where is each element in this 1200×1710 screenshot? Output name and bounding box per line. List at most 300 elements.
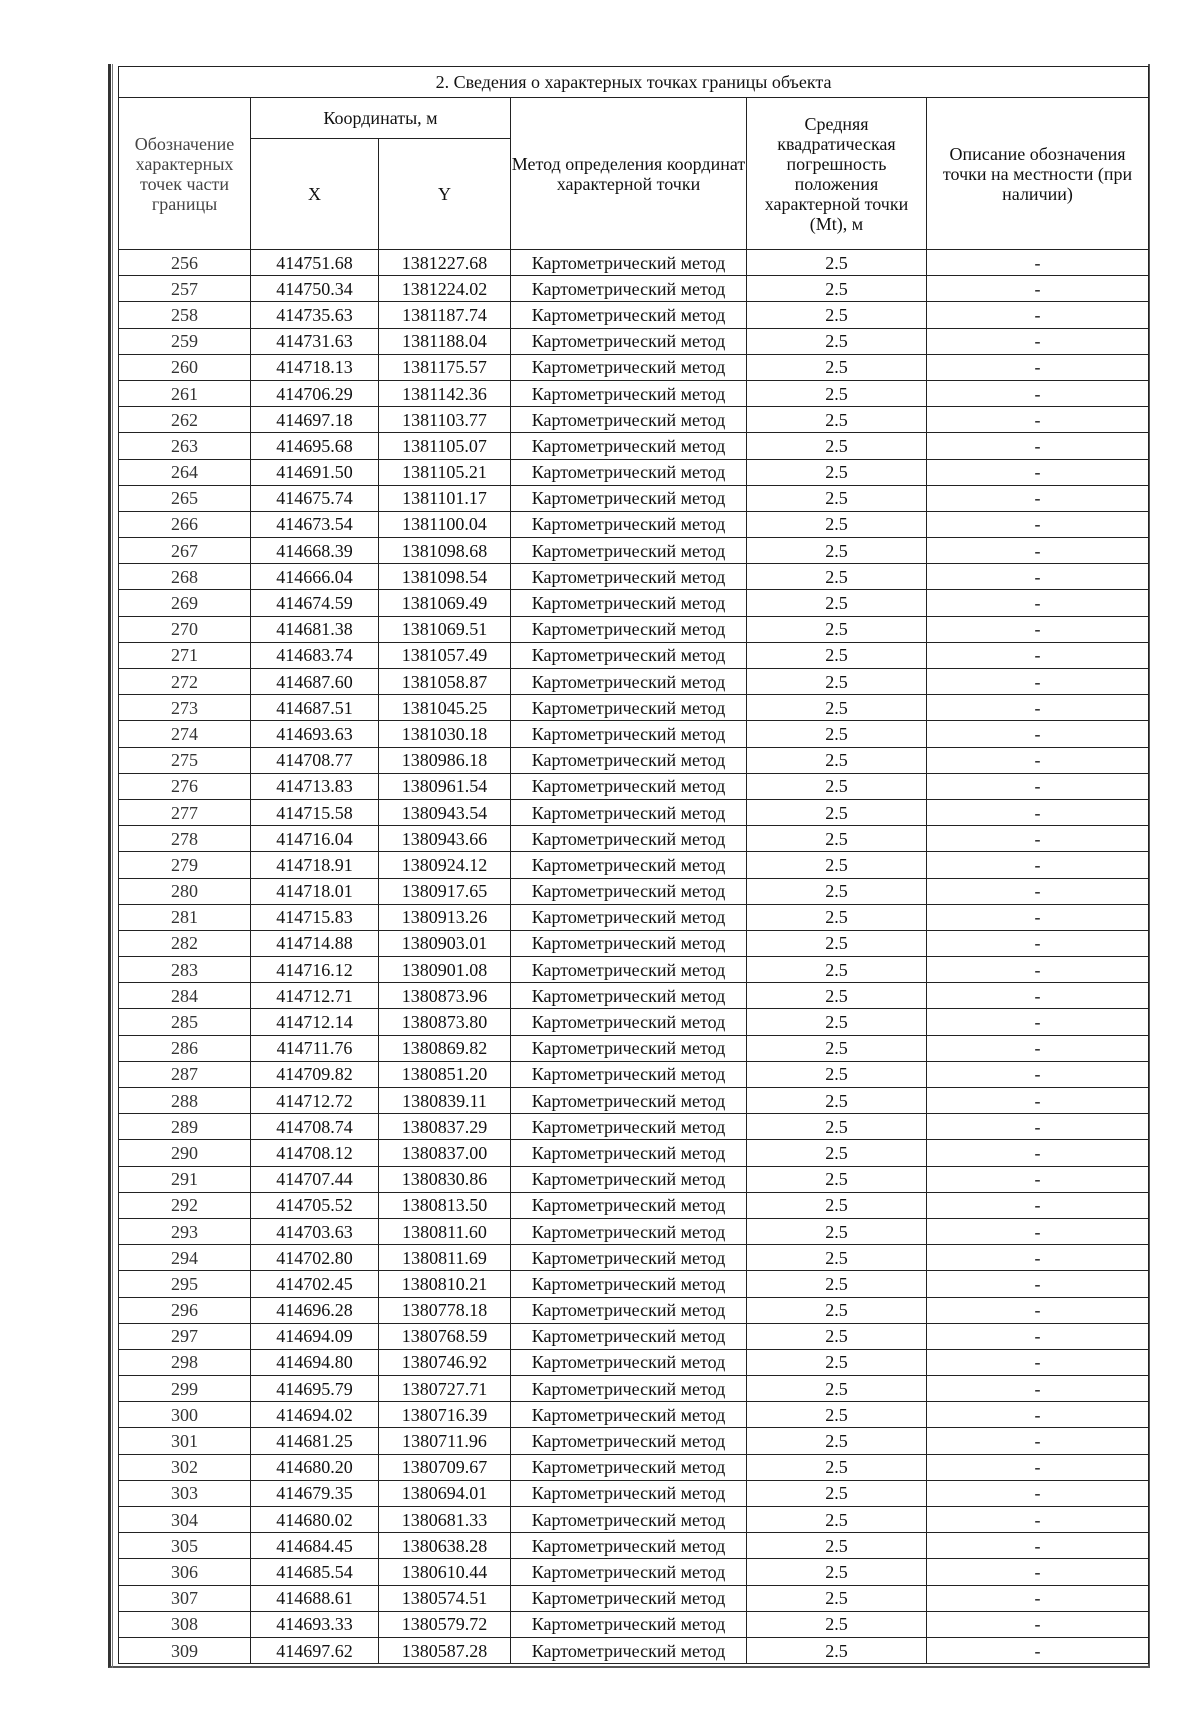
point-cell: 273 (119, 695, 251, 721)
mean-error-cell: 2.5 (747, 1349, 927, 1375)
point-cell: 271 (119, 642, 251, 668)
mean-error-cell: 2.5 (747, 1271, 927, 1297)
table-row (119, 799, 1149, 825)
description-cell: - (927, 1428, 1149, 1454)
table-row (119, 1611, 1149, 1637)
y-coordinate-cell: 1380811.60 (379, 1218, 511, 1244)
method-cell: Картометрический метод (511, 852, 747, 878)
table-row (119, 302, 1149, 328)
x-coordinate-cell: 414718.01 (251, 878, 379, 904)
header-point-designation: Обозначение характерных точек части границы (119, 98, 251, 250)
table-row (119, 826, 1149, 852)
table-row (119, 250, 1149, 276)
method-cell: Картометрический метод (511, 616, 747, 642)
table-row (119, 1480, 1149, 1506)
x-coordinate-cell: 414674.59 (251, 590, 379, 616)
table-row (119, 747, 1149, 773)
description-cell: - (927, 564, 1149, 590)
point-cell: 298 (119, 1349, 251, 1375)
x-coordinate-cell: 414679.35 (251, 1480, 379, 1506)
description-cell: - (927, 1533, 1149, 1559)
description-cell: - (927, 799, 1149, 825)
table-row (119, 1297, 1149, 1323)
description-cell: - (927, 747, 1149, 773)
method-cell: Картометрический метод (511, 1533, 747, 1559)
description-cell: - (927, 773, 1149, 799)
method-cell: Картометрический метод (511, 773, 747, 799)
y-coordinate-cell: 1380813.50 (379, 1192, 511, 1218)
point-cell: 293 (119, 1218, 251, 1244)
mean-error-cell: 2.5 (747, 669, 927, 695)
y-coordinate-cell: 1381188.04 (379, 328, 511, 354)
method-cell: Картометрический метод (511, 1428, 747, 1454)
point-cell: 284 (119, 983, 251, 1009)
mean-error-cell: 2.5 (747, 1166, 927, 1192)
description-cell: - (927, 1349, 1149, 1375)
x-coordinate-cell: 414666.04 (251, 564, 379, 590)
header-x: X (251, 139, 379, 250)
x-coordinate-cell: 414711.76 (251, 1035, 379, 1061)
method-cell: Картометрический метод (511, 250, 747, 276)
point-cell: 257 (119, 276, 251, 302)
mean-error-cell: 2.5 (747, 616, 927, 642)
description-cell: - (927, 1088, 1149, 1114)
x-coordinate-cell: 414697.18 (251, 407, 379, 433)
method-cell: Картометрический метод (511, 1454, 747, 1480)
header-y: Y (379, 139, 511, 250)
x-coordinate-cell: 414731.63 (251, 328, 379, 354)
table-row (119, 538, 1149, 564)
mean-error-cell: 2.5 (747, 538, 927, 564)
x-coordinate-cell: 414673.54 (251, 511, 379, 537)
point-cell: 267 (119, 538, 251, 564)
point-cell: 308 (119, 1611, 251, 1637)
y-coordinate-cell: 1380839.11 (379, 1088, 511, 1114)
method-cell: Картометрический метод (511, 799, 747, 825)
point-cell: 274 (119, 721, 251, 747)
y-coordinate-cell: 1380811.69 (379, 1245, 511, 1271)
y-coordinate-cell: 1381045.25 (379, 695, 511, 721)
description-cell: - (927, 511, 1149, 537)
x-coordinate-cell: 414751.68 (251, 250, 379, 276)
table-row (119, 721, 1149, 747)
method-cell: Картометрический метод (511, 642, 747, 668)
method-cell: Картометрический метод (511, 1507, 747, 1533)
method-cell: Картометрический метод (511, 407, 747, 433)
y-coordinate-cell: 1380681.33 (379, 1507, 511, 1533)
method-cell: Картометрический метод (511, 1061, 747, 1087)
mean-error-cell: 2.5 (747, 564, 927, 590)
mean-error-cell: 2.5 (747, 1323, 927, 1349)
point-cell: 288 (119, 1088, 251, 1114)
description-cell: - (927, 930, 1149, 956)
table-row (119, 1088, 1149, 1114)
table-row (119, 1271, 1149, 1297)
y-coordinate-cell: 1380924.12 (379, 852, 511, 878)
description-cell: - (927, 538, 1149, 564)
description-cell: - (927, 380, 1149, 406)
point-cell: 305 (119, 1533, 251, 1559)
point-cell: 301 (119, 1428, 251, 1454)
point-cell: 280 (119, 878, 251, 904)
x-coordinate-cell: 414705.52 (251, 1192, 379, 1218)
x-coordinate-cell: 414716.12 (251, 957, 379, 983)
y-coordinate-cell: 1380913.26 (379, 904, 511, 930)
table-row (119, 1507, 1149, 1533)
x-coordinate-cell: 414693.33 (251, 1611, 379, 1637)
header-mean-error: Средняя квадратическая погрешность положения характерной точки (Mt), м (747, 98, 927, 250)
x-coordinate-cell: 414687.60 (251, 669, 379, 695)
x-coordinate-cell: 414681.25 (251, 1428, 379, 1454)
method-cell: Картометрический метод (511, 1140, 747, 1166)
point-cell: 281 (119, 904, 251, 930)
x-coordinate-cell: 414712.14 (251, 1009, 379, 1035)
table-row (119, 1245, 1149, 1271)
mean-error-cell: 2.5 (747, 250, 927, 276)
mean-error-cell: 2.5 (747, 1585, 927, 1611)
point-cell: 300 (119, 1402, 251, 1428)
y-coordinate-cell: 1380711.96 (379, 1428, 511, 1454)
description-cell: - (927, 1559, 1149, 1585)
table-row (119, 669, 1149, 695)
y-coordinate-cell: 1380903.01 (379, 930, 511, 956)
point-cell: 269 (119, 590, 251, 616)
description-cell: - (927, 957, 1149, 983)
point-cell: 258 (119, 302, 251, 328)
method-cell: Картометрический метод (511, 433, 747, 459)
mean-error-cell: 2.5 (747, 1114, 927, 1140)
description-cell: - (927, 1376, 1149, 1402)
y-coordinate-cell: 1380986.18 (379, 747, 511, 773)
mean-error-cell: 2.5 (747, 1297, 927, 1323)
x-coordinate-cell: 414683.74 (251, 642, 379, 668)
table-row (119, 1559, 1149, 1585)
description-cell: - (927, 695, 1149, 721)
description-cell: - (927, 1585, 1149, 1611)
description-cell: - (927, 1061, 1149, 1087)
description-cell: - (927, 302, 1149, 328)
description-cell: - (927, 1323, 1149, 1349)
y-coordinate-cell: 1380873.96 (379, 983, 511, 1009)
header-method: Метод определения координат характерной точки (511, 98, 747, 250)
mean-error-cell: 2.5 (747, 1192, 927, 1218)
y-coordinate-cell: 1380574.51 (379, 1585, 511, 1611)
y-coordinate-cell: 1380694.01 (379, 1480, 511, 1506)
y-coordinate-cell: 1381187.74 (379, 302, 511, 328)
y-coordinate-cell: 1380943.66 (379, 826, 511, 852)
y-coordinate-cell: 1380579.72 (379, 1611, 511, 1637)
description-cell: - (927, 616, 1149, 642)
x-coordinate-cell: 414696.28 (251, 1297, 379, 1323)
method-cell: Картометрический метод (511, 485, 747, 511)
x-coordinate-cell: 414715.83 (251, 904, 379, 930)
y-coordinate-cell: 1381105.07 (379, 433, 511, 459)
x-coordinate-cell: 414681.38 (251, 616, 379, 642)
method-cell: Картометрический метод (511, 826, 747, 852)
y-coordinate-cell: 1380768.59 (379, 1323, 511, 1349)
point-cell: 268 (119, 564, 251, 590)
method-cell: Картометрический метод (511, 721, 747, 747)
description-cell: - (927, 1035, 1149, 1061)
method-cell: Картометрический метод (511, 1192, 747, 1218)
method-cell: Картометрический метод (511, 983, 747, 1009)
mean-error-cell: 2.5 (747, 1140, 927, 1166)
x-coordinate-cell: 414687.51 (251, 695, 379, 721)
point-cell: 304 (119, 1507, 251, 1533)
x-coordinate-cell: 414706.29 (251, 380, 379, 406)
method-cell: Картометрический метод (511, 1271, 747, 1297)
mean-error-cell: 2.5 (747, 511, 927, 537)
description-cell: - (927, 826, 1149, 852)
method-cell: Картометрический метод (511, 904, 747, 930)
point-cell: 259 (119, 328, 251, 354)
mean-error-cell: 2.5 (747, 354, 927, 380)
mean-error-cell: 2.5 (747, 983, 927, 1009)
table-title: 2. Сведения о характерных точках границы объекта (119, 67, 1149, 98)
description-cell: - (927, 407, 1149, 433)
mean-error-cell: 2.5 (747, 721, 927, 747)
table-row (119, 1585, 1149, 1611)
table-row (119, 695, 1149, 721)
y-coordinate-cell: 1381069.49 (379, 590, 511, 616)
table-row (119, 564, 1149, 590)
x-coordinate-cell: 414709.82 (251, 1061, 379, 1087)
point-cell: 283 (119, 957, 251, 983)
method-cell: Картометрический метод (511, 1035, 747, 1061)
point-cell: 279 (119, 852, 251, 878)
table-row (119, 1192, 1149, 1218)
y-coordinate-cell: 1381098.54 (379, 564, 511, 590)
method-cell: Картометрический метод (511, 590, 747, 616)
description-cell: - (927, 878, 1149, 904)
table-row (119, 983, 1149, 1009)
point-cell: 282 (119, 930, 251, 956)
mean-error-cell: 2.5 (747, 433, 927, 459)
point-cell: 309 (119, 1637, 251, 1663)
x-coordinate-cell: 414716.04 (251, 826, 379, 852)
y-coordinate-cell: 1381057.49 (379, 642, 511, 668)
y-coordinate-cell: 1381175.57 (379, 354, 511, 380)
y-coordinate-cell: 1381069.51 (379, 616, 511, 642)
description-cell: - (927, 1114, 1149, 1140)
mean-error-cell: 2.5 (747, 1637, 927, 1663)
table-row (119, 1428, 1149, 1454)
table-row (119, 1349, 1149, 1375)
description-cell: - (927, 1611, 1149, 1637)
method-cell: Картометрический метод (511, 511, 747, 537)
point-cell: 275 (119, 747, 251, 773)
mean-error-cell: 2.5 (747, 1611, 927, 1637)
method-cell: Картометрический метод (511, 1559, 747, 1585)
y-coordinate-cell: 1380837.00 (379, 1140, 511, 1166)
x-coordinate-cell: 414694.09 (251, 1323, 379, 1349)
point-cell: 294 (119, 1245, 251, 1271)
x-coordinate-cell: 414684.45 (251, 1533, 379, 1559)
mean-error-cell: 2.5 (747, 590, 927, 616)
method-cell: Картометрический метод (511, 695, 747, 721)
x-coordinate-cell: 414712.72 (251, 1088, 379, 1114)
description-cell: - (927, 459, 1149, 485)
point-cell: 261 (119, 380, 251, 406)
table-row (119, 433, 1149, 459)
description-cell: - (927, 1402, 1149, 1428)
point-cell: 285 (119, 1009, 251, 1035)
description-cell: - (927, 354, 1149, 380)
mean-error-cell: 2.5 (747, 1533, 927, 1559)
table-row (119, 1454, 1149, 1480)
x-coordinate-cell: 414714.88 (251, 930, 379, 956)
table-row (119, 407, 1149, 433)
y-coordinate-cell: 1381105.21 (379, 459, 511, 485)
x-coordinate-cell: 414685.54 (251, 1559, 379, 1585)
y-coordinate-cell: 1380587.28 (379, 1637, 511, 1663)
point-cell: 302 (119, 1454, 251, 1480)
method-cell: Картометрический метод (511, 1349, 747, 1375)
method-cell: Картометрический метод (511, 1088, 747, 1114)
table-row (119, 930, 1149, 956)
table-row (119, 1533, 1149, 1559)
method-cell: Картометрический метод (511, 1585, 747, 1611)
y-coordinate-cell: 1381103.77 (379, 407, 511, 433)
x-coordinate-cell: 414702.80 (251, 1245, 379, 1271)
mean-error-cell: 2.5 (747, 407, 927, 433)
table-row (119, 904, 1149, 930)
x-coordinate-cell: 414715.58 (251, 799, 379, 825)
mean-error-cell: 2.5 (747, 826, 927, 852)
header-description: Описание обозначения точки на местности (при наличии) (927, 98, 1149, 250)
point-cell: 299 (119, 1376, 251, 1402)
mean-error-cell: 2.5 (747, 695, 927, 721)
y-coordinate-cell: 1380746.92 (379, 1349, 511, 1375)
point-cell: 264 (119, 459, 251, 485)
mean-error-cell: 2.5 (747, 1507, 927, 1533)
point-cell: 266 (119, 511, 251, 537)
y-coordinate-cell: 1380638.28 (379, 1533, 511, 1559)
method-cell: Картометрический метод (511, 459, 747, 485)
y-coordinate-cell: 1380901.08 (379, 957, 511, 983)
table-row (119, 276, 1149, 302)
y-coordinate-cell: 1381142.36 (379, 380, 511, 406)
x-coordinate-cell: 414691.50 (251, 459, 379, 485)
y-coordinate-cell: 1381030.18 (379, 721, 511, 747)
description-cell: - (927, 1245, 1149, 1271)
x-coordinate-cell: 414708.77 (251, 747, 379, 773)
description-cell: - (927, 328, 1149, 354)
mean-error-cell: 2.5 (747, 930, 927, 956)
x-coordinate-cell: 414703.63 (251, 1218, 379, 1244)
description-cell: - (927, 485, 1149, 511)
table-row (119, 1009, 1149, 1035)
description-cell: - (927, 1507, 1149, 1533)
point-cell: 306 (119, 1559, 251, 1585)
description-cell: - (927, 1480, 1149, 1506)
x-coordinate-cell: 414718.13 (251, 354, 379, 380)
mean-error-cell: 2.5 (747, 799, 927, 825)
point-cell: 291 (119, 1166, 251, 1192)
header-coordinates: Координаты, м (251, 98, 511, 139)
table-row (119, 616, 1149, 642)
table-row (119, 590, 1149, 616)
mean-error-cell: 2.5 (747, 1218, 927, 1244)
y-coordinate-cell: 1380961.54 (379, 773, 511, 799)
mean-error-cell: 2.5 (747, 642, 927, 668)
point-cell: 276 (119, 773, 251, 799)
mean-error-cell: 2.5 (747, 276, 927, 302)
description-cell: - (927, 1140, 1149, 1166)
mean-error-cell: 2.5 (747, 1009, 927, 1035)
x-coordinate-cell: 414688.61 (251, 1585, 379, 1611)
y-coordinate-cell: 1381058.87 (379, 669, 511, 695)
description-cell: - (927, 1218, 1149, 1244)
mean-error-cell: 2.5 (747, 1245, 927, 1271)
y-coordinate-cell: 1380943.54 (379, 799, 511, 825)
y-coordinate-cell: 1381224.02 (379, 276, 511, 302)
description-cell: - (927, 642, 1149, 668)
page-frame-inner-line (112, 64, 113, 1668)
description-cell: - (927, 983, 1149, 1009)
table-row (119, 328, 1149, 354)
x-coordinate-cell: 414702.45 (251, 1271, 379, 1297)
method-cell: Картометрический метод (511, 1402, 747, 1428)
x-coordinate-cell: 414750.34 (251, 276, 379, 302)
mean-error-cell: 2.5 (747, 328, 927, 354)
description-cell: - (927, 1166, 1149, 1192)
mean-error-cell: 2.5 (747, 852, 927, 878)
mean-error-cell: 2.5 (747, 1035, 927, 1061)
x-coordinate-cell: 414707.44 (251, 1166, 379, 1192)
table-row (119, 459, 1149, 485)
description-cell: - (927, 852, 1149, 878)
method-cell: Картометрический метод (511, 1611, 747, 1637)
table-row (119, 1637, 1149, 1663)
table-row (119, 1035, 1149, 1061)
mean-error-cell: 2.5 (747, 1402, 927, 1428)
point-cell: 278 (119, 826, 251, 852)
description-cell: - (927, 1192, 1149, 1218)
x-coordinate-cell: 414693.63 (251, 721, 379, 747)
y-coordinate-cell: 1380917.65 (379, 878, 511, 904)
point-cell: 270 (119, 616, 251, 642)
table-row (119, 878, 1149, 904)
y-coordinate-cell: 1380778.18 (379, 1297, 511, 1323)
description-cell: - (927, 250, 1149, 276)
point-cell: 272 (119, 669, 251, 695)
table-row (119, 1061, 1149, 1087)
point-cell: 263 (119, 433, 251, 459)
description-cell: - (927, 904, 1149, 930)
point-cell: 295 (119, 1271, 251, 1297)
mean-error-cell: 2.5 (747, 1376, 927, 1402)
y-coordinate-cell: 1380851.20 (379, 1061, 511, 1087)
table-row (119, 354, 1149, 380)
x-coordinate-cell: 414680.20 (251, 1454, 379, 1480)
point-cell: 289 (119, 1114, 251, 1140)
point-cell: 277 (119, 799, 251, 825)
description-cell: - (927, 721, 1149, 747)
point-cell: 256 (119, 250, 251, 276)
y-coordinate-cell: 1380837.29 (379, 1114, 511, 1140)
description-cell: - (927, 1637, 1149, 1663)
y-coordinate-cell: 1381100.04 (379, 511, 511, 537)
method-cell: Картометрический метод (511, 380, 747, 406)
table-row (119, 1140, 1149, 1166)
method-cell: Картометрический метод (511, 564, 747, 590)
method-cell: Картометрический метод (511, 878, 747, 904)
table-row (119, 1402, 1149, 1428)
description-cell: - (927, 276, 1149, 302)
table-row (119, 957, 1149, 983)
method-cell: Картометрический метод (511, 302, 747, 328)
